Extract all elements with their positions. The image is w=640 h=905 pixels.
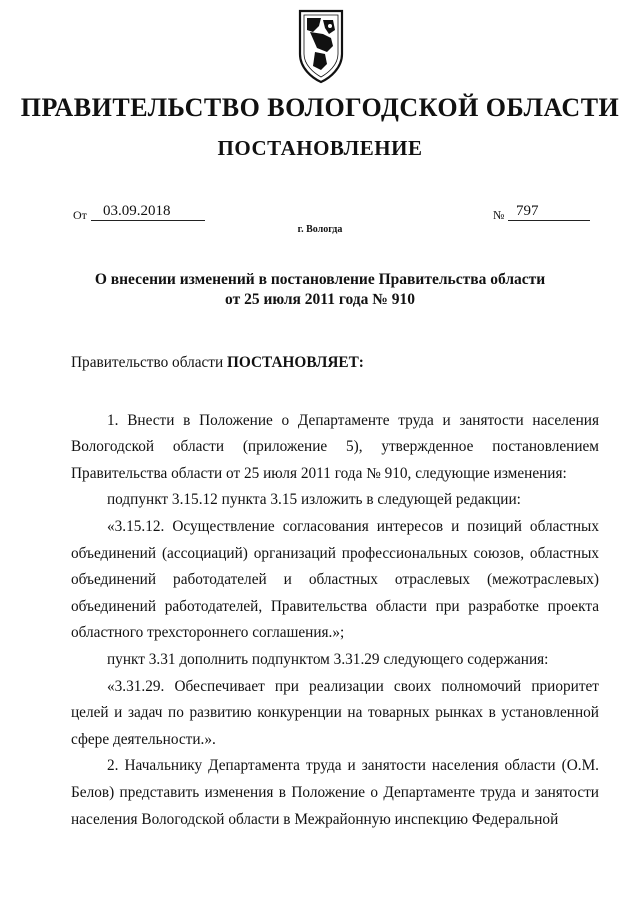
paragraph-4: пункт 3.31 дополнить подпунктом 3.31.29 следующего содержания:: [107, 650, 549, 668]
government-title: ПРАВИТЕЛЬСТВО ВОЛОГОДСКОЙ ОБЛАСТИ: [20, 93, 620, 122]
paragraph-1: 1. Внести в Положение о Департаменте труда и занятости населения Вологодской области (приложение 5), утвержденное постановлением Правительства области от 25 июля 2011 года № 910, следующие изменения:: [71, 411, 599, 482]
document-number: 797: [508, 203, 590, 221]
resolution-lead: [71, 350, 599, 377]
city: г. Вологда: [297, 224, 343, 235]
document-body: [71, 350, 599, 833]
number-prefix: №: [493, 208, 505, 222]
document-date: 03.09.2018: [91, 203, 205, 221]
paragraph-3: «3.15.12. Осуществление согласования интересов и позиций областных объединений (ассоциаций) организаций профессиональных союзов, областных объединений работодателей и областных отраслевых (межотраслевых) объединений работодателей, Правительства области при разработке проекта областного трехстороннего соглашения.»;: [71, 517, 599, 642]
document-type: ПОСТАНОВЛЕНИЕ: [217, 136, 423, 160]
paragraph-2: подпункт 3.15.12 пункта 3.15 изложить в следующей редакции:: [107, 491, 521, 509]
coat-of-arms-icon: [297, 8, 345, 84]
lead-keyword: ПОСТАНОВЛЯЕТ:: [227, 354, 364, 371]
lead-text: Правительство области: [71, 354, 228, 371]
date-prefix: От: [73, 208, 87, 222]
paragraph-6: 2. Начальнику Департамента труда и занятости населения области (О.М. Белов) представить изменения в Положение о Департаменте труда и занятости населения Вологодской области в Межрайонную инспекцию Федеральной: [71, 757, 599, 828]
paragraph-5: «3.31.29. Обеспечивает при реализации своих полномочий приоритет целей и задач по развитию конкуренции на товарных рынках в установленной сфере деятельности.».: [71, 677, 599, 748]
subject-line-2: от 25 июля 2011 года № 910: [225, 291, 415, 308]
subject-line-1: О внесении изменений в постановление Правительства области: [94, 271, 546, 288]
document-subject: [0, 270, 640, 310]
